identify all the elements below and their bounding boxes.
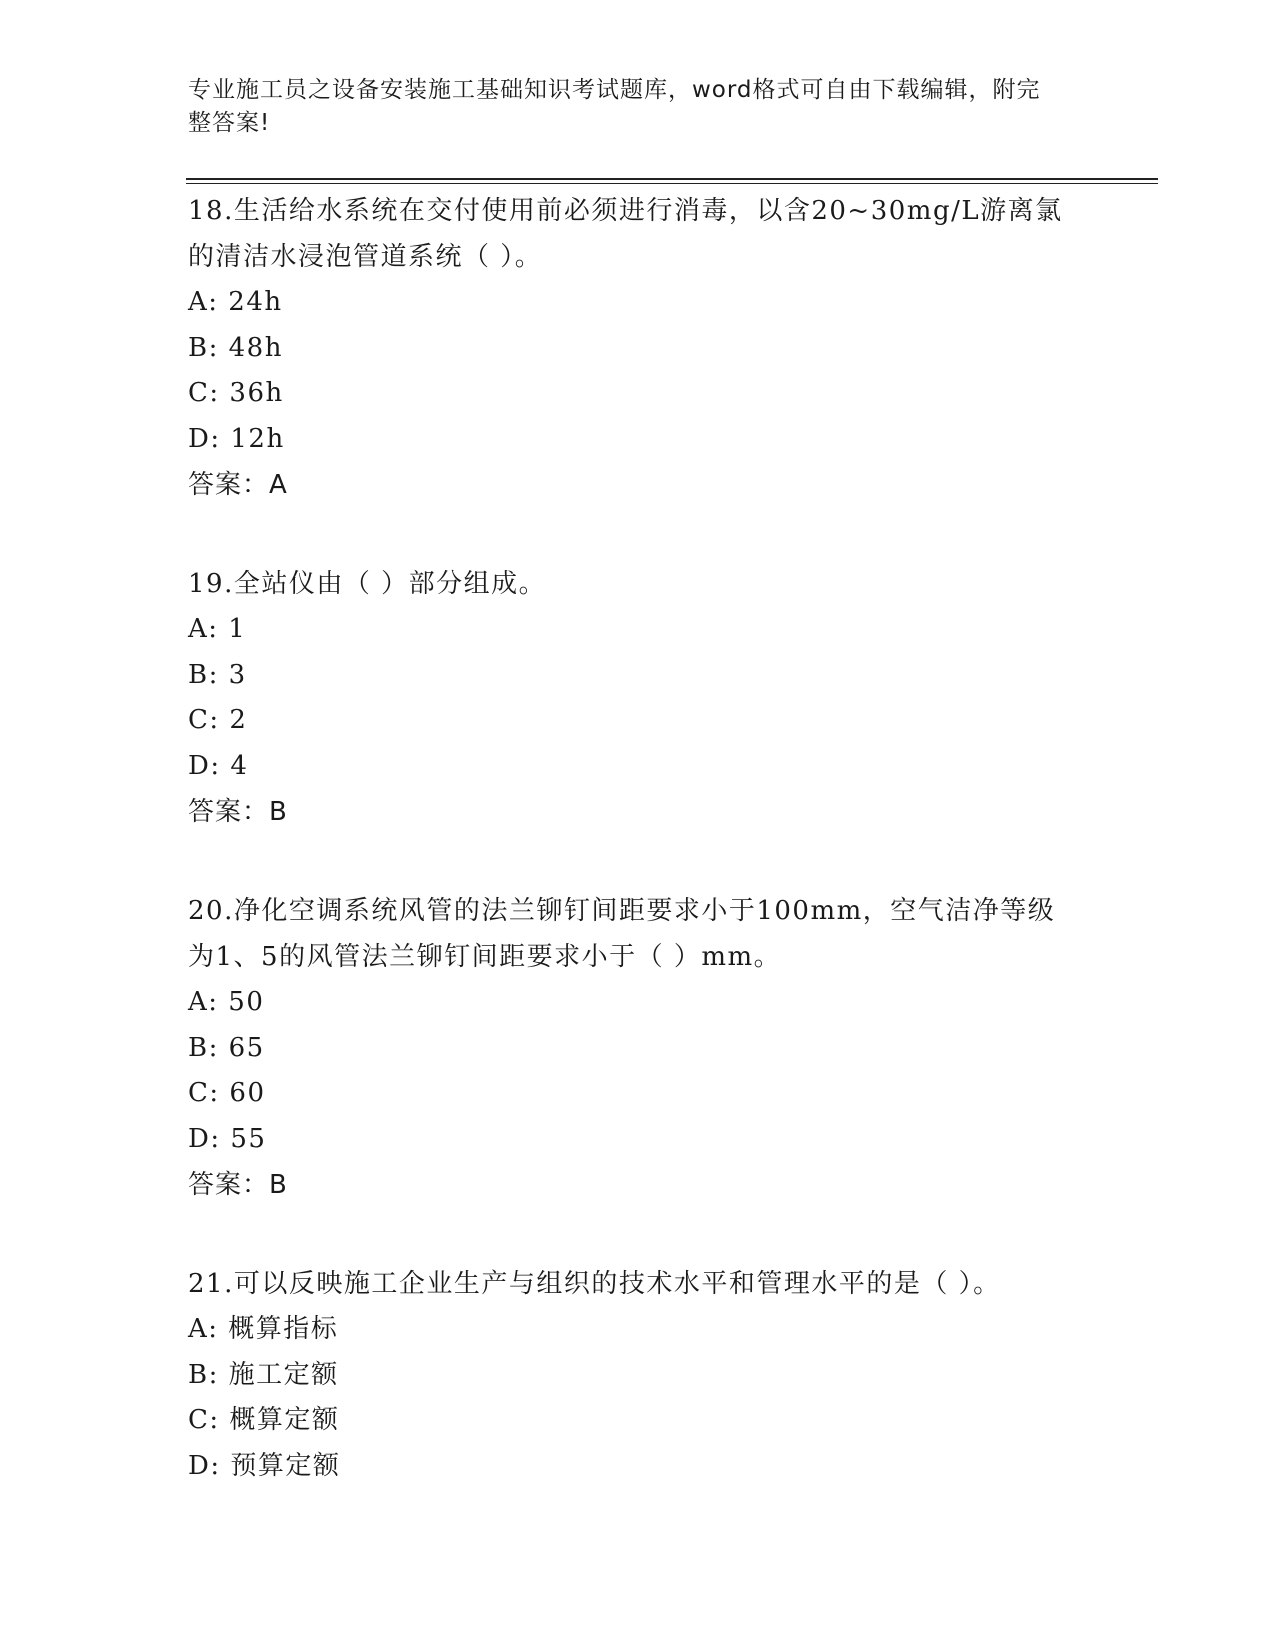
- option-d: D: 12h: [188, 423, 285, 454]
- option-b: B: 3: [188, 659, 247, 690]
- header-line-1: 专业施工员之设备安装施工基础知识考试题库，word格式可自由下载编辑，附完: [188, 77, 1041, 103]
- option-d: D: 预算定额: [188, 1450, 341, 1481]
- option-a: A: 50: [188, 987, 265, 1017]
- option-c: C: 36h: [188, 378, 284, 408]
- option-d: D: 4: [188, 750, 249, 781]
- option-a: A: 概算指标: [188, 1314, 339, 1344]
- question-list: [188, 188, 1078, 1542]
- option-c: C: 60: [188, 1078, 266, 1108]
- document-header: [188, 74, 1068, 140]
- answer-label: 答案：B: [188, 1170, 288, 1200]
- question-text-line: 20.净化空调系统风管的法兰铆钉间距要求小于100mm，空气洁净等级: [188, 896, 1056, 926]
- answer-label: 答案：A: [188, 470, 288, 500]
- option-c: C: 2: [188, 705, 248, 735]
- option-b: B: 65: [188, 1032, 265, 1063]
- option-b: B: 48h: [188, 332, 283, 363]
- option-a: A: 24h: [188, 287, 283, 317]
- answer-label: 答案：B: [188, 797, 288, 827]
- question-text-line: 的清洁水浸泡管道系统（ ）。: [188, 242, 543, 272]
- question-18: [188, 188, 1078, 508]
- option-b: B: 施工定额: [188, 1359, 339, 1390]
- header-divider-thin: [186, 183, 1158, 184]
- question-text-line: 19.全站仪由（ ）部分组成。: [188, 569, 547, 599]
- question-text-line: 为1、5的风管法兰铆钉间距要求小于（ ）mm。: [188, 942, 782, 972]
- option-a: A: 1: [188, 614, 247, 644]
- question-text-line: 21.可以反映施工企业生产与组织的技术水平和管理水平的是（ ）。: [188, 1269, 1001, 1299]
- question-text-line: 18.生活给水系统在交付使用前必须进行消毒，以含20~30mg/L游离氯: [188, 196, 1063, 226]
- question-21: [188, 1261, 1078, 1489]
- option-c: C: 概算定额: [188, 1405, 340, 1435]
- question-20: [188, 888, 1078, 1208]
- header-divider-thick: [186, 178, 1158, 180]
- question-19: [188, 561, 1078, 835]
- option-d: D: 55: [188, 1123, 267, 1154]
- header-line-2: 整答案!: [188, 110, 271, 136]
